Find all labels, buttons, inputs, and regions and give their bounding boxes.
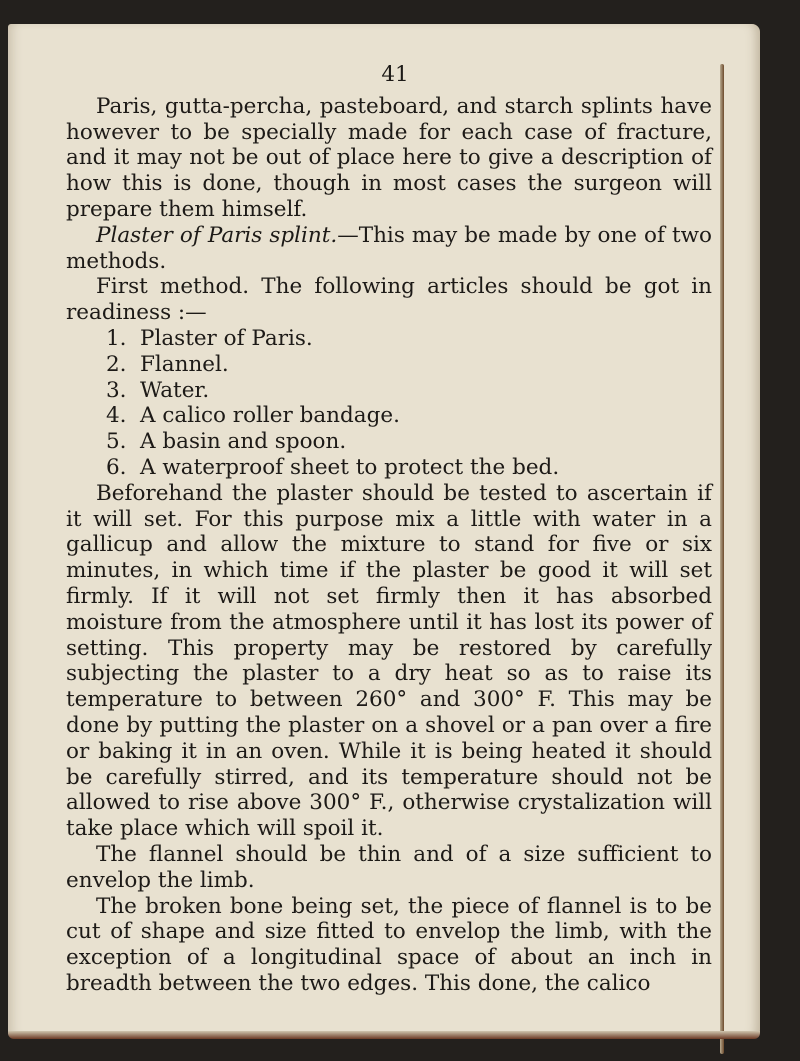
list-item <box>66 403 712 429</box>
paragraph-broken-bone: The broken bone being set, the piece of flannel is to be cut of shape and size fitted to envelop the limb, with the exception of a longitudinal space of about an inch in breadth between the two edges. This done, the calico <box>66 893 712 996</box>
list-item <box>66 352 712 378</box>
list-item <box>66 326 712 352</box>
book-page <box>8 24 760 1036</box>
list-item-number: 5. <box>106 429 127 455</box>
list-item <box>66 378 712 404</box>
list-item-number: 3. <box>106 377 127 403</box>
list-item-number: 2. <box>106 351 127 377</box>
paragraph-testing-plaster: Beforehand the plaster should be tested to ascertain if it will set. For this purpose mix a little with water in a gallicup and allow the mixture to stand for five or six minutes, in which time if the plaster be good it will set firmly. If it will not set firmly then it has absorbed moisture from the atmosphere until it has lost its power of setting. This property may be restored by carefully subjecting the plaster to a dry heat so as to raise its temperature to between 260° and 300° F. This may be done by putting the plaster on a shovel or a pan over a fire or baking it in an oven. While it is being heated it should be carefully stirred, and its temperature should not be allowed to rise above 300° F., otherwise crystalization will take place which will spoil it. <box>66 480 712 842</box>
list-item-text: Flannel. <box>140 351 229 377</box>
plaster-splint-heading: Plaster of Paris splint. <box>96 222 338 248</box>
paragraph-flannel: The flannel should be thin and of a size sufficient to envelop the limb. <box>66 841 712 893</box>
list-item-number: 4. <box>106 403 127 429</box>
paragraph-intro: Paris, gutta-percha, pasteboard, and starch splints have however to be specially made for each case of fracture, and it may not be out of place here to give a description of how this is done, though in most cases the surgeon will prepare them himself. <box>66 93 712 222</box>
list-item-text: A waterproof sheet to protect the bed. <box>140 454 560 480</box>
paragraph-plaster-splint <box>66 223 712 275</box>
page-number: 41 <box>381 62 409 87</box>
list-item-text: A basin and spoon. <box>140 429 347 455</box>
articles-list <box>66 326 712 481</box>
list-item <box>66 455 712 481</box>
list-item-text: Plaster of Paris. <box>140 325 313 351</box>
page-text-block <box>66 62 712 997</box>
list-item-text: Water. <box>140 377 210 403</box>
plaster-splint-body: —This may be made by one of two methods. <box>66 222 712 274</box>
page-edge-shadow <box>720 64 724 1054</box>
page-bottom-edge <box>8 1031 760 1039</box>
paragraph-first-method: First method. The following articles should be got in readiness :— <box>66 274 712 326</box>
list-item <box>66 429 712 455</box>
list-item-text: A calico roller bandage. <box>140 403 400 429</box>
list-item-number: 6. <box>106 454 127 480</box>
list-item-number: 1. <box>106 325 127 351</box>
